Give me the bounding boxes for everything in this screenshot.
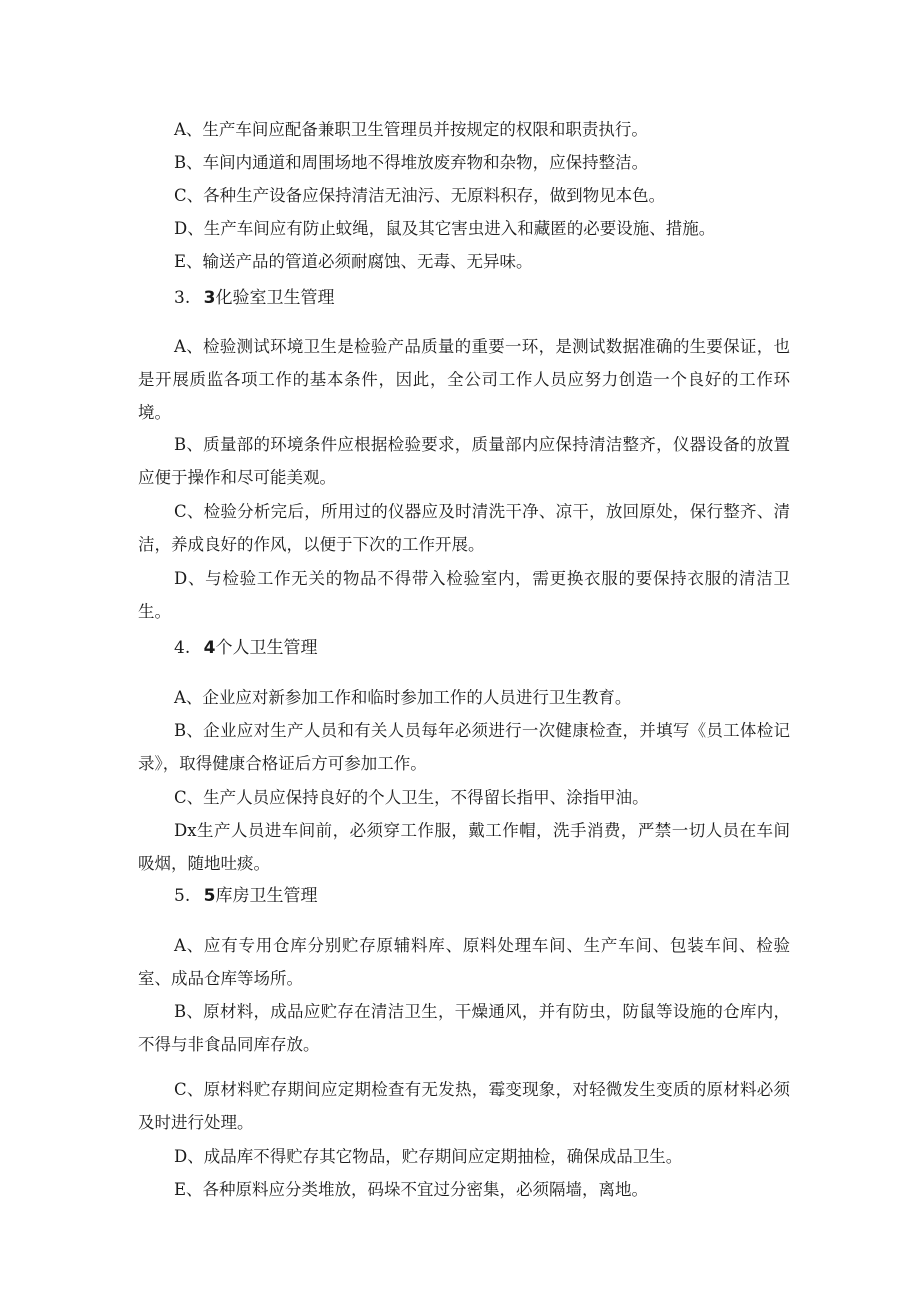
section-3-item-d: D、与检验工作无关的物品不得带入检验室内，需更换衣服的要保持衣服的清洁卫生。 — [138, 569, 790, 621]
section-3-item-c: C、检验分析完后，所用过的仪器应及时清洗干净、凉干，放回原处，保行整齐、清洁，养成良好的作风，以便于下次的工作开展。 — [138, 502, 790, 554]
section-3-item-a: A、检验测试环境卫生是检验产品质量的重要一环，是测试数据准确的生要保证，也是开展质监各项工作的基本条件，因此，全公司工作人员应努力创造一个良好的工作环境。 — [138, 337, 790, 422]
section-5-heading — [174, 880, 317, 913]
section-5-title: 库房卫生管理 — [215, 886, 318, 906]
section-2-item-a: A、生产车间应配备兼职卫生管理员并按规定的权限和职责执行。 — [174, 120, 648, 139]
section-5-item-a: A、应有专用仓库分别贮存原辅料库、原料处理车间、生产车间、包装车间、检验室、成品仓库等场所。 — [138, 936, 790, 988]
section-4-item-b: B、企业应对生产人员和有关人员每年必须进行一次健康检查，并填写《员工体检记录》，取得健康合格证后方可参加工作。 — [138, 721, 790, 773]
section-2-item-e: E、输送产品的管道必须耐腐蚀、无毒、无异味。 — [174, 252, 533, 271]
section-5-item-b: B、原材料，成品应贮存在清洁卫生，干燥通风，并有防虫，防鼠等设施的仓库内，不得与非食品同库存放。 — [138, 1002, 790, 1054]
section-5-item-e: E、各种原料应分类堆放，码垛不宜过分密集，必须隔墙，离地。 — [174, 1180, 649, 1199]
section-3-heading — [174, 282, 334, 315]
section-3-bold-number: 3 — [203, 288, 216, 308]
section-2-item-c: C、各种生产设备应保持清洁无油污、无原料积存，做到物见本色。 — [174, 186, 666, 205]
section-4-item-a: A、企业应对新参加工作和临时参加工作的人员进行卫生教育。 — [174, 688, 632, 707]
section-3-item-b: B、质量部的环境条件应根据检验要求，质量部内应保持清洁整齐，仪器设备的放置应便于操作和尽可能美观。 — [138, 435, 790, 487]
section-2-item-d: D、生产车间应有防止蚊绳，鼠及其它害虫进入和藏匿的必要设施、措施。 — [174, 219, 716, 238]
section-4-title: 个人卫生管理 — [215, 638, 318, 658]
section-5-bold-number: 5 — [203, 886, 216, 906]
section-3-number: 3. — [174, 288, 191, 308]
section-5-item-c: C、原材料贮存期间应定期检查有无发热，霉变现象，对轻微发生变质的原材料必须及时进行处理。 — [138, 1080, 790, 1132]
section-4-item-c: C、生产人员应保持良好的个人卫生，不得留长指甲、涂指甲油。 — [174, 788, 649, 807]
section-3-title: 化验室卫生管理 — [215, 288, 335, 308]
section-4-item-d: Dx生产人员进车间前，必须穿工作服，戴工作帽，洗手消费，严禁一切人员在车间吸烟，随地吐痰。 — [138, 821, 790, 873]
section-4-number: 4. — [174, 638, 191, 658]
section-4-heading — [174, 632, 317, 665]
section-2-item-b: B、车间内通道和周围场地不得堆放废弃物和杂物，应保持整洁。 — [174, 153, 649, 172]
section-5-item-d: D、成品库不得贮存其它物品，贮存期间应定期抽检，确保成品卫生。 — [174, 1147, 683, 1166]
section-5-number: 5. — [174, 886, 191, 906]
section-4-bold-number: 4 — [203, 638, 216, 658]
